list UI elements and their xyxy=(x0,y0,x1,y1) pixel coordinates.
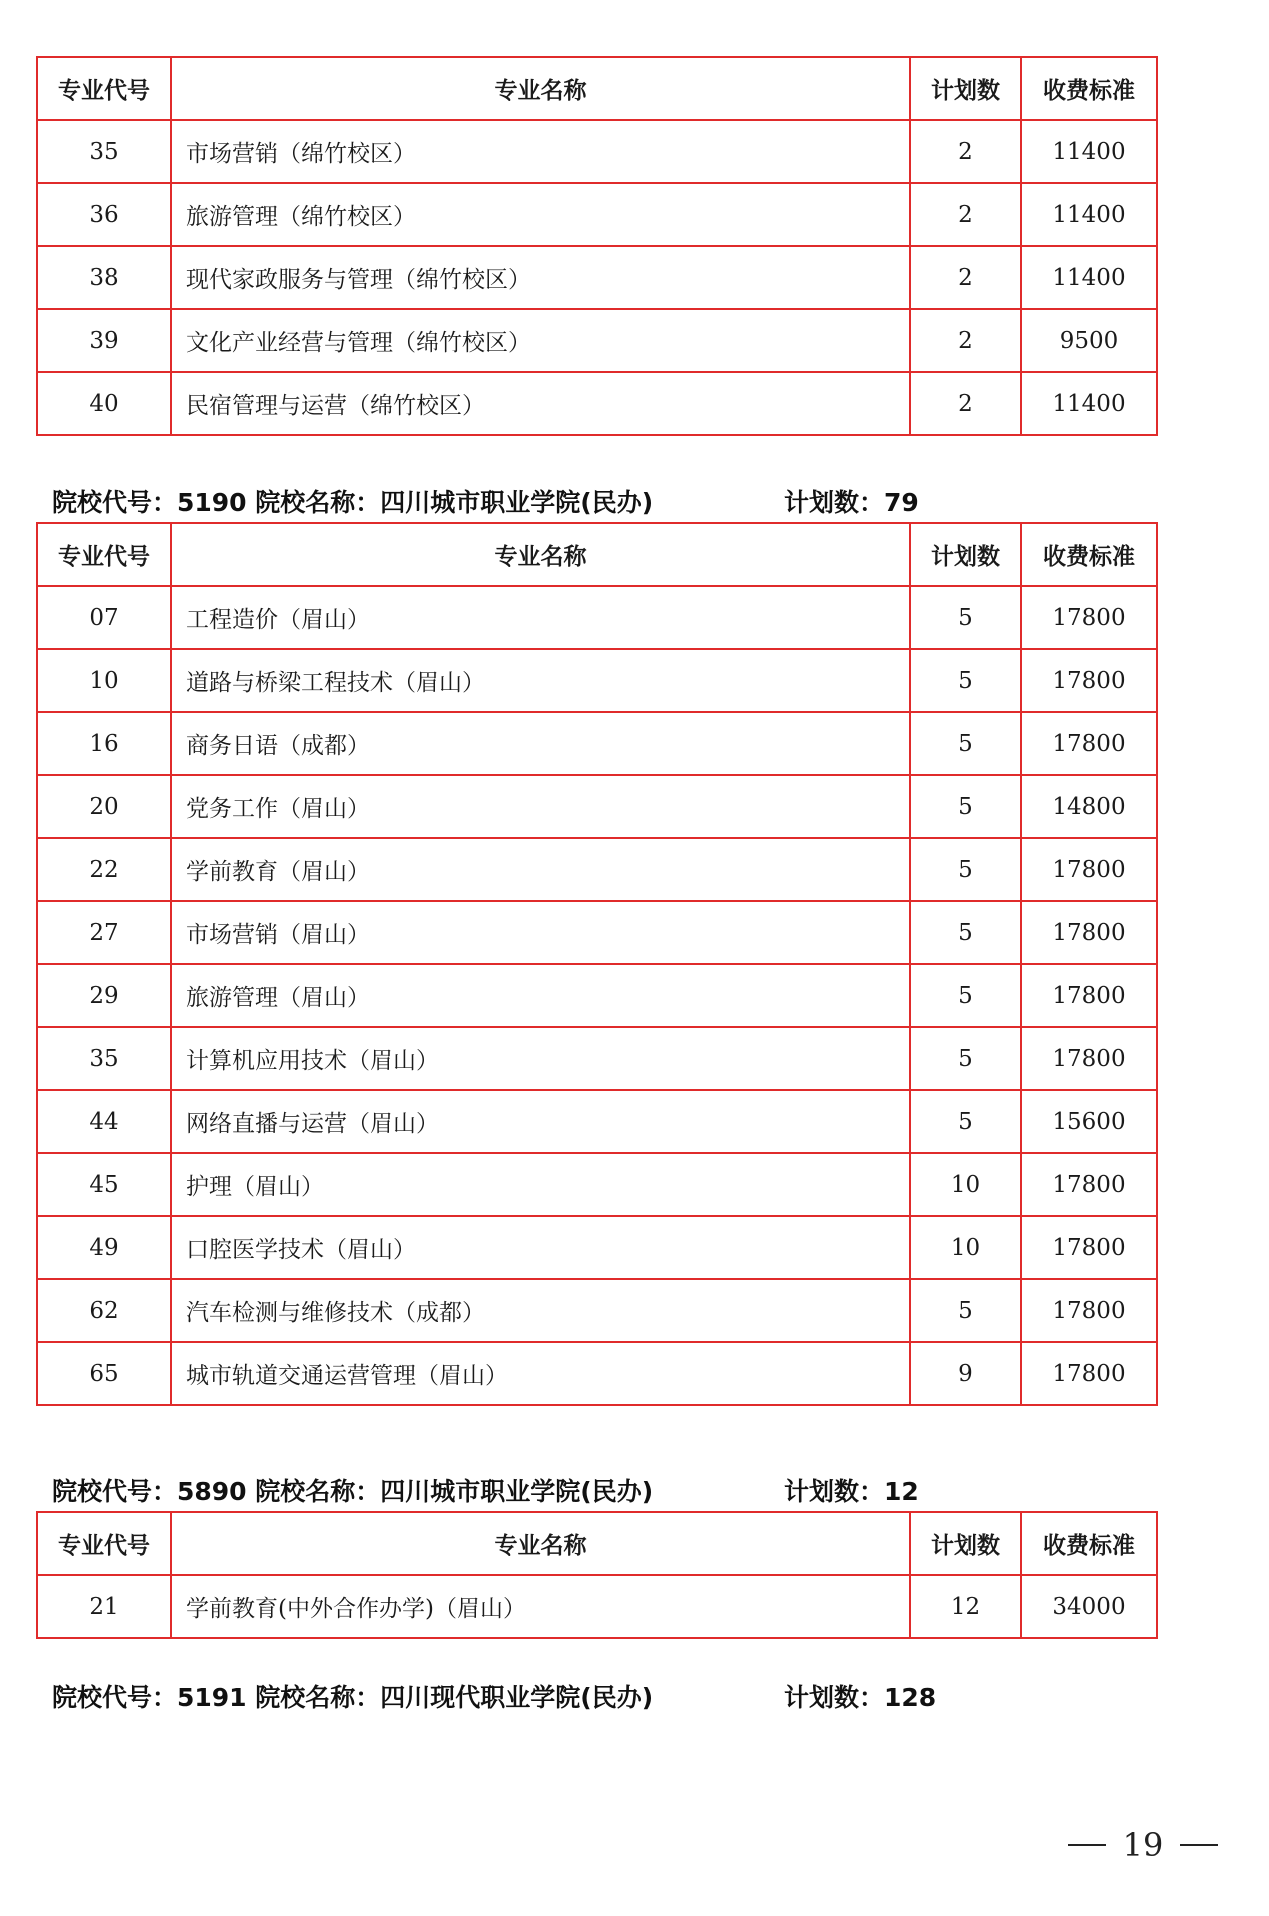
cell-plan: 5 xyxy=(910,712,1021,775)
page-number xyxy=(1068,1825,1218,1865)
cell-name: 网络直播与运营（眉山） xyxy=(171,1090,910,1153)
table-row xyxy=(37,964,1157,1027)
cell-fee: 11400 xyxy=(1021,120,1157,183)
program-table-2 xyxy=(36,522,1158,1406)
school-plan-count: 计划数：12 xyxy=(784,1477,919,1506)
cell-code: 21 xyxy=(37,1575,171,1638)
table-row xyxy=(37,372,1157,435)
cell-code: 27 xyxy=(37,901,171,964)
cell-fee: 17800 xyxy=(1021,1279,1157,1342)
cell-name: 商务日语（成都） xyxy=(171,712,910,775)
cell-name: 道路与桥梁工程技术（眉山） xyxy=(171,649,910,712)
cell-fee: 17800 xyxy=(1021,1027,1157,1090)
cell-fee: 17800 xyxy=(1021,649,1157,712)
cell-code: 49 xyxy=(37,1216,171,1279)
cell-code: 35 xyxy=(37,1027,171,1090)
cell-code: 07 xyxy=(37,586,171,649)
cell-fee: 14800 xyxy=(1021,775,1157,838)
table-row xyxy=(37,1027,1157,1090)
table-row xyxy=(37,901,1157,964)
table-row xyxy=(37,1279,1157,1342)
table-row xyxy=(37,1575,1157,1638)
cell-code: 36 xyxy=(37,183,171,246)
table-row xyxy=(37,712,1157,775)
table-row xyxy=(37,1090,1157,1153)
table-row xyxy=(37,183,1157,246)
header-plan: 计划数 xyxy=(910,1512,1021,1575)
cell-plan: 5 xyxy=(910,1279,1021,1342)
table-row xyxy=(37,1342,1157,1405)
cell-fee: 11400 xyxy=(1021,372,1157,435)
header-fee: 收费标准 xyxy=(1021,523,1157,586)
header-fee: 收费标准 xyxy=(1021,57,1157,120)
cell-plan: 5 xyxy=(910,775,1021,838)
cell-name: 党务工作（眉山） xyxy=(171,775,910,838)
school-heading-5890 xyxy=(52,1475,919,1509)
table-row xyxy=(37,309,1157,372)
program-table-3 xyxy=(36,1511,1158,1639)
cell-code: 40 xyxy=(37,372,171,435)
school-info: 院校代号：5191 院校名称：四川现代职业学院(民办) xyxy=(52,1683,654,1712)
school-info: 院校代号：5190 院校名称：四川城市职业学院(民办) xyxy=(52,488,654,517)
cell-name: 学前教育（眉山） xyxy=(171,838,910,901)
header-name: 专业名称 xyxy=(171,57,910,120)
cell-fee: 9500 xyxy=(1021,309,1157,372)
cell-fee: 17800 xyxy=(1021,964,1157,1027)
cell-name: 护理（眉山） xyxy=(171,1153,910,1216)
cell-name: 工程造价（眉山） xyxy=(171,586,910,649)
cell-plan: 12 xyxy=(910,1575,1021,1638)
cell-plan: 5 xyxy=(910,964,1021,1027)
cell-code: 45 xyxy=(37,1153,171,1216)
program-table-1 xyxy=(36,56,1158,436)
cell-code: 65 xyxy=(37,1342,171,1405)
cell-name: 旅游管理（眉山） xyxy=(171,964,910,1027)
school-plan-count: 计划数：128 xyxy=(784,1683,937,1712)
page-number-dash-left xyxy=(1068,1844,1106,1846)
cell-name: 旅游管理（绵竹校区） xyxy=(171,183,910,246)
cell-fee: 17800 xyxy=(1021,1342,1157,1405)
cell-fee: 17800 xyxy=(1021,1216,1157,1279)
school-plan-count: 计划数：79 xyxy=(784,488,919,517)
header-code: 专业代号 xyxy=(37,523,171,586)
header-name: 专业名称 xyxy=(171,523,910,586)
header-name: 专业名称 xyxy=(171,1512,910,1575)
table-header-row xyxy=(37,523,1157,586)
cell-plan: 2 xyxy=(910,120,1021,183)
cell-code: 39 xyxy=(37,309,171,372)
school-heading-5190 xyxy=(52,486,919,520)
table-header-row xyxy=(37,57,1157,120)
table-header-row xyxy=(37,1512,1157,1575)
cell-fee: 34000 xyxy=(1021,1575,1157,1638)
cell-fee: 17800 xyxy=(1021,586,1157,649)
cell-fee: 11400 xyxy=(1021,183,1157,246)
header-plan: 计划数 xyxy=(910,523,1021,586)
table-row xyxy=(37,775,1157,838)
cell-fee: 17800 xyxy=(1021,838,1157,901)
cell-name: 现代家政服务与管理（绵竹校区） xyxy=(171,246,910,309)
table-row xyxy=(37,838,1157,901)
cell-plan: 2 xyxy=(910,246,1021,309)
cell-plan: 5 xyxy=(910,901,1021,964)
cell-code: 35 xyxy=(37,120,171,183)
table-row xyxy=(37,120,1157,183)
table-row xyxy=(37,586,1157,649)
cell-code: 16 xyxy=(37,712,171,775)
cell-code: 20 xyxy=(37,775,171,838)
cell-fee: 11400 xyxy=(1021,246,1157,309)
cell-code: 38 xyxy=(37,246,171,309)
school-heading-5191 xyxy=(52,1681,937,1715)
cell-fee: 17800 xyxy=(1021,901,1157,964)
cell-name: 文化产业经营与管理（绵竹校区） xyxy=(171,309,910,372)
cell-name: 学前教育(中外合作办学)（眉山） xyxy=(171,1575,910,1638)
cell-name: 计算机应用技术（眉山） xyxy=(171,1027,910,1090)
cell-fee: 15600 xyxy=(1021,1090,1157,1153)
cell-code: 62 xyxy=(37,1279,171,1342)
cell-code: 44 xyxy=(37,1090,171,1153)
cell-code: 29 xyxy=(37,964,171,1027)
cell-fee: 17800 xyxy=(1021,712,1157,775)
cell-plan: 10 xyxy=(910,1153,1021,1216)
table-row xyxy=(37,1153,1157,1216)
cell-code: 22 xyxy=(37,838,171,901)
header-code: 专业代号 xyxy=(37,57,171,120)
header-code: 专业代号 xyxy=(37,1512,171,1575)
cell-name: 口腔医学技术（眉山） xyxy=(171,1216,910,1279)
cell-name: 市场营销（眉山） xyxy=(171,901,910,964)
header-fee: 收费标准 xyxy=(1021,1512,1157,1575)
cell-fee: 17800 xyxy=(1021,1153,1157,1216)
cell-code: 10 xyxy=(37,649,171,712)
cell-name: 民宿管理与运营（绵竹校区） xyxy=(171,372,910,435)
cell-plan: 5 xyxy=(910,586,1021,649)
cell-name: 汽车检测与维修技术（成都） xyxy=(171,1279,910,1342)
cell-plan: 10 xyxy=(910,1216,1021,1279)
table-row xyxy=(37,649,1157,712)
cell-name: 城市轨道交通运营管理（眉山） xyxy=(171,1342,910,1405)
cell-plan: 2 xyxy=(910,372,1021,435)
cell-plan: 5 xyxy=(910,649,1021,712)
header-plan: 计划数 xyxy=(910,57,1021,120)
school-info: 院校代号：5890 院校名称：四川城市职业学院(民办) xyxy=(52,1477,654,1506)
cell-plan: 2 xyxy=(910,183,1021,246)
page-number-value: 19 xyxy=(1122,1826,1164,1864)
page-number-dash-right xyxy=(1180,1844,1218,1846)
cell-plan: 9 xyxy=(910,1342,1021,1405)
cell-name: 市场营销（绵竹校区） xyxy=(171,120,910,183)
cell-plan: 5 xyxy=(910,1090,1021,1153)
table-row xyxy=(37,1216,1157,1279)
cell-plan: 5 xyxy=(910,838,1021,901)
cell-plan: 2 xyxy=(910,309,1021,372)
table-row xyxy=(37,246,1157,309)
cell-plan: 5 xyxy=(910,1027,1021,1090)
